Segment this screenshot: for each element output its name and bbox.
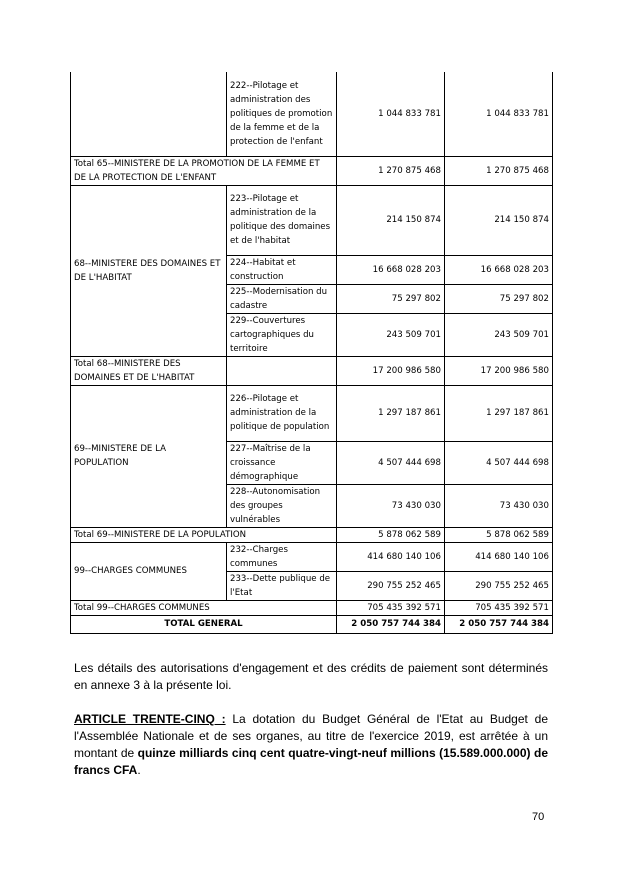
ministry-cell: 69--MINISTERE DE LA POPULATION (71, 385, 227, 527)
total-ae-cell: 705 435 392 571 (337, 600, 445, 615)
ae-amount-cell: 4 507 444 698 (337, 441, 445, 484)
cp-amount-cell: 73 430 030 (445, 484, 553, 527)
program-cell: 225--Modernisation du cadastre (227, 284, 337, 313)
budget-table-body (71, 72, 553, 633)
table-row (71, 185, 553, 255)
program-cell: 228--Autonomisation des groupes vulnérables (227, 484, 337, 527)
ae-amount-cell: 16 668 028 203 (337, 255, 445, 284)
grand-total-cp-cell: 2 050 757 744 384 (445, 615, 553, 633)
ae-amount-cell: 1 297 187 861 (337, 385, 445, 441)
ae-amount-cell: 73 430 030 (337, 484, 445, 527)
ae-amount-cell: 214 150 874 (337, 185, 445, 255)
ae-amount-cell: 243 509 701 (337, 313, 445, 356)
program-cell: 233--Dette publique de l'Etat (227, 571, 337, 600)
cp-amount-cell: 243 509 701 (445, 313, 553, 356)
total-cp-cell: 5 878 062 589 (445, 527, 553, 542)
cp-amount-cell: 16 668 028 203 (445, 255, 553, 284)
total-label-cell: Total 69--MINISTERE DE LA POPULATION (71, 527, 337, 542)
program-cell: 229--Couvertures cartographiques du territoire (227, 313, 337, 356)
article-amount: quinze milliards cinq cent quatre-vingt-neuf millions (15.589.000.000) de francs CFA (74, 746, 548, 777)
article-text-end: . (137, 763, 141, 777)
grand-total-ae-cell: 2 050 757 744 384 (337, 615, 445, 633)
details-paragraph: Les détails des autorisations d'engagement et des crédits de paiement sont déterminés en annexe 3 à la présente loi. (74, 661, 548, 692)
table-row (71, 156, 553, 185)
article-title: ARTICLE TRENTE-CINQ : (74, 712, 226, 726)
table-row (71, 356, 553, 385)
budget-table (70, 72, 553, 634)
ae-amount-cell: 414 680 140 106 (337, 542, 445, 571)
ministry-cell: 68--MINISTERE DES DOMAINES ET DE L'HABITAT (71, 185, 227, 356)
article-paragraph (74, 711, 548, 779)
ministry-cell: 99--CHARGES COMMUNES (71, 542, 227, 600)
total-label-cell: Total 99--CHARGES COMMUNES (71, 600, 337, 615)
grand-total-label-cell: TOTAL GENERAL (71, 615, 337, 633)
ae-amount-cell: 75 297 802 (337, 284, 445, 313)
ministry-cell (71, 72, 227, 156)
cp-amount-cell: 414 680 140 106 (445, 542, 553, 571)
cp-amount-cell: 4 507 444 698 (445, 441, 553, 484)
ae-amount-cell: 1 044 833 781 (337, 72, 445, 156)
cp-amount-cell: 214 150 874 (445, 185, 553, 255)
program-cell: 222--Pilotage et administration des politiques de promotion de la femme et de la protection de l'enfant (227, 72, 337, 156)
program-cell: 223--Pilotage et administration de la politique des domaines et de l'habitat (227, 185, 337, 255)
cp-amount-cell: 75 297 802 (445, 284, 553, 313)
program-cell: 226--Pilotage et administration de la politique de population (227, 385, 337, 441)
cp-amount-cell: 290 755 252 465 (445, 571, 553, 600)
total-ae-cell: 5 878 062 589 (337, 527, 445, 542)
total-ae-cell: 1 270 875 468 (337, 156, 445, 185)
total-label-cell: Total 68--MINISTERE DES DOMAINES ET DE L'HABITAT (71, 356, 227, 385)
total-ae-cell: 17 200 986 580 (337, 356, 445, 385)
total-label-cell: Total 65--MINISTERE DE LA PROMOTION DE LA FEMME ET DE LA PROTECTION DE L'ENFANT (71, 156, 337, 185)
program-cell: 224--Habitat et construction (227, 255, 337, 284)
total-cp-cell: 17 200 986 580 (445, 356, 553, 385)
cp-amount-cell: 1 044 833 781 (445, 72, 553, 156)
total-cp-cell: 1 270 875 468 (445, 156, 553, 185)
program-cell: 227--Maîtrise de la croissance démographique (227, 441, 337, 484)
table-row (71, 542, 553, 571)
cp-amount-cell: 1 297 187 861 (445, 385, 553, 441)
total-cp-cell: 705 435 392 571 (445, 600, 553, 615)
table-row (71, 72, 553, 156)
empty-cell (227, 356, 337, 385)
table-row (71, 385, 553, 441)
page-number: 70 (532, 811, 545, 823)
article-text: La dotation du Budget Général de l'Etat au Budget de l'Assemblée Nationale et de ses organes, au titre de l'exercice 2019, est arrêtée à un montant de (74, 712, 549, 760)
program-cell: 232--Charges communes (227, 542, 337, 571)
ae-amount-cell: 290 755 252 465 (337, 571, 445, 600)
table-row (71, 600, 553, 615)
table-row (71, 527, 553, 542)
table-row (71, 615, 553, 633)
